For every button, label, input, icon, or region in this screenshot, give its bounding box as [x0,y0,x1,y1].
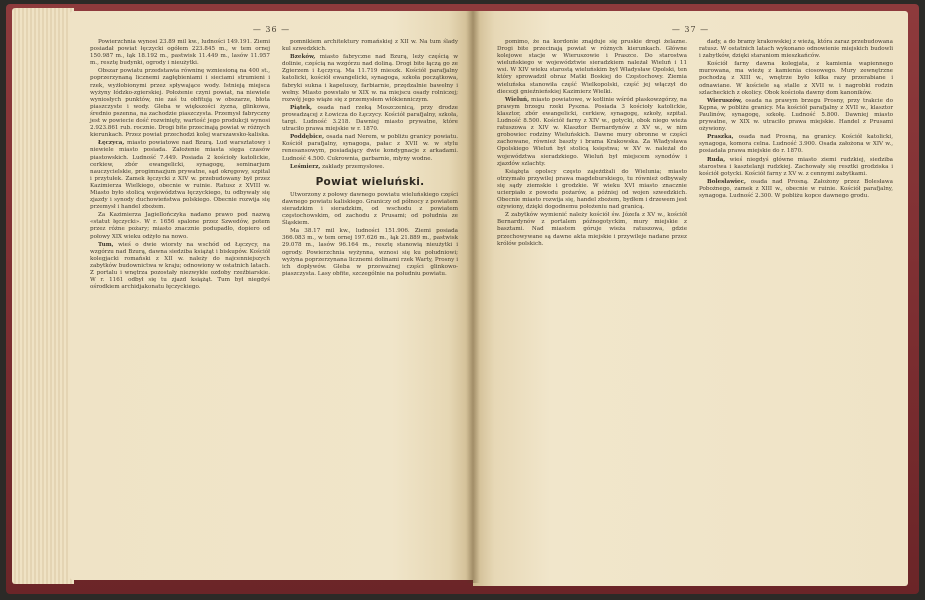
book-gutter [466,11,480,583]
paragraph-lead: Tum, [98,241,114,248]
paragraph-text: osada nad Nerem, w pobliżu granicy powiatu. Kościół parafjalny, synagoga, pałac z XVII w. w stylu renesansowym, posiadający dwie kondygnacje z arkadami. Ludność 4.500. Cukrownia, garbarnie, młyny wodne. [282,134,459,162]
right-page-number: — 37 — [671,25,710,34]
paragraph-text: osada nad Prosną. Założony przez Bolesława Pobożnego, zamek z XIII w., obecnie w ruinie. Kościół parafjalny, synagoga. Ludność 2.300. W pobliżu kopce dawnego grodu. [699,178,894,199]
paragraph [282,39,458,53]
paragraph-text: Ma 38.17 mil kw., ludności 151.906. Ziemi posiada 366.083 m., w tem ornej 197.626 m., łąk 21.889 m., pastwisk 29.078 m., lasów 96.164 m., resztę stanowią nieużytki i ogrody. Powierzchnia wyżynna, wznosi się ku południowi; wyżyna poprzerzynana licznemi dolinami rzek Warty, Prosny i ich dopływów. Gleba w przeważnej części glinkowo-piaszczysta. Lasy obfite, szczególnie na południu powiatu. [282,228,458,277]
paragraph [699,134,893,155]
paragraph-text: Powierzchnia wynosi 23.89 mil kw., ludności 149.191. Ziemi posiadał powiat łęczycki ogółem 223.845 m., w tem ornej 150.987 m., łąk 18.192 m., pastwisk 11.449 m., lasów 11.957 m., resztę budynki, ogrody i nieużytki. [90,39,270,67]
paragraph [90,39,270,67]
paragraph-lead: Wieluń, [505,96,530,103]
paragraph-text: osada na prawym brzegu Prosny, przy trakcie do Kępna, w pobliżu granicy. Ma kościół parafjalny z XVII w., klasztor Paulinów, synagogę, szkołę. Ludność 5.800. Dawniej miasto prywatne, w XIX w. utraciło prawa miejskie. Handel z Prusami ożywiony. [699,97,893,133]
paragraph-text: osada nad Prosną, na granicy. Kościół katolicki, synagoga, komora celna. Ludność 3.900. Osada założona w XIV w., posiadała prawa miejskie do r. 1870. [699,134,893,155]
page-edges [12,8,74,584]
paragraph [282,105,458,133]
paragraph-text: Obszar powiatu przedstawia równinę wzniesioną na 400 st., poprzerzynaną licznemi zagłębieniami i sieciami strumieni i rzek, wyżłobionymi przez spływające wody. Istnieją miejsca wyżyny łódzko-zgierskiej. Położenie czyni powiat, na niewiele wyniosłych punktów, nie zaś tu obfitują w obszarze, błota piaszczyste i wody. Gleba w większości żyzna, glinkowa, średnio pszenna, na zachodzie piaszczysta. Przemysł fabryczny jest w powiecie dość rozwinięty, wartość jego produkcji wynosi 2.923.861 rub. rocznie. Drogi bite przecinają powiat w różnych kierunkach. Przez powiat przechodzi kolej warszawsko-kaliska. [90,68,270,139]
left-column-1 [90,39,270,292]
left-column-2 [282,39,458,279]
paragraph-text: Kościół farny dawna kolegjata, z kamienia wapiennego murowana, ma wieżę z kamienia ciosowego. Mury zewnętrzne pochodzą z XIII w., wnętrze było kilka razy przerabiane i odnawiane. W kościele są stalle z XVII w. i nagrobki rodzin szlacheckich z okolicy. Obok kościoła dawny dom kanoników. [699,61,893,96]
paragraph [282,192,458,227]
paragraph-text: dady, a do bramy krakowskiej z wieżą, która zaraz przebudowana ratusz. W ostatnich latach wykonano odnowienie miejskich budowli i zabytków, dzięki staraniom mieszkańców. [699,39,893,60]
paragraph [282,134,458,162]
paragraph-text: Utworzony z połowy dawnego powiatu wieluńskiego części dawnego powiatu kaliskiego. Graniczy od północy z powiatem sieradzkim i sieradzkim, od wschodu z powiatem częstochowskim, od zachodu z Prusami; od południa ze Śląskiem. [282,191,458,227]
paragraph [90,140,270,211]
paragraph-lead: Bolesławiec, [707,178,746,185]
paragraph-text: miasto powiatowe, w kotlinie wśród płaskowzgórzy, na prawym brzegu rzeki Pyszna. Posiada 3 kościoły katolickie, klasztor, zbór ewangelicki, cerkiew, synagogę, szkoły, szpital. Ludność 8.500. Kościół farny z XIV w., gotycki, obok niego wieża ratuszowa z XIV w. Klasztor Bernardynów z XV w., w nim grobowiec rodziny Wieluńskich. Dawne mury obronne w części zachowane, również baszty i brama Krakowska. Za Władysława Opolskiego Wieluń był stolicą księstwa; w XV w. należał do województwa sieradzkiego. Wieluń był miejscem synodów i zjazdów szlachty. [497,96,687,167]
paragraph-text: miasto fabryczne nad Bzurą, leży częścią w dolinie, częścią na wzgórzu nad doliną. Drogi bite łączą go ze Zgierzem i Łęczycą. Ma 11.719 mieszk. Kościół parafjalny katolicki, kościół ewangelicki, synagoga, szkoła początkowa, fabryki sukna i kapeluszy, farbiarnie, przędzalnie bawełny i wełny. Miasto powstało w XIX w. na miejscu osady rolniczej; rozwój jego wiąże się z przemysłem włókienniczym. [282,54,458,103]
paragraph-lead: Wieruszów, [707,97,743,104]
paragraph-text: zakłady przemysłowe. [322,163,385,170]
paragraph [282,164,458,171]
paragraph-lead: Bzeków, [290,54,316,61]
paragraph-text: pomimo, że na kordonie znajduje się pruskie drogi żelazne. Drogi bite przecinają powiat w różnych kierunkach. Główne kolejowe stacje w Wieruszowie i Praszce. Do starostwa wieluńskiego w województwie sieradzkiem należał Wieluń i 11 wsi. W XIV wieku starostą wieluńskim był Władysław Opolski, ten który sprowadził obraz Matki Boskiej do Częstochowy. Ziemia wieluńska stanowiła część Wielkopolski, część jej włączył do diecezji gnieźnieńskiej Kazimierz Wielki. [497,39,687,95]
paragraph [497,169,687,212]
paragraph [699,98,893,133]
left-page-number: — 36 — [252,25,291,34]
section-heading: Powiat wieluński. [315,175,425,188]
right-column-2 [699,39,893,201]
paragraph [497,97,687,168]
right-column-1 [497,39,687,249]
paragraph-lead: Leśmierz, [290,163,321,170]
left-page [70,11,473,580]
paragraph-text: wieś niegdyś główne miasto ziemi rudzkiej, siedziba starostwa i kasztelanji rudzkiej. Zachowały się resztki grodziska i kościół gotycki. Kościół farny z XV w. z cennymi zabytkami. [699,156,893,177]
paragraph [282,228,458,278]
paragraph-text: osada nad rzeką Moszczenicą, przy drodze prowadzącej z Łowicza do Łęczycy. Kościół parafjalny, szkoła, targi. Ludność 3.218. Dawniej miasto prywatne, które utraciło prawa miejskie w r. 1870. [282,104,458,133]
paragraph-text: Książęta opolscy często zajeżdżali do Wielunia; miasto otrzymało przywilej prawa magdeburskiego, tu również odbywały się sądy ziemskie i grodzkie. W wieku XVI miasto znacznie ucierpiało z powodu pożarów, a później od wojen szwedzkich. Obecnie miasto rozwija się, handel zbożem, bydłem i drzewem jest ożywiony, dzięki dogodnemu położeniu nad granicą. [497,168,687,211]
paragraph-text: wieś o dwie wiorsty na wschód od Łęczycy, na wzgórzu nad Bzurą, dawna siedziba książąt i biskupów. Kościół kolegjacki romański z XII w. należy do najcenniejszych zabytków budownictwa w kraju; odnowiony w ostatnich latach. Z portalu i wnętrza pozostały niezwykłe ozdoby rzeźbiarskie. W r. 1161 odbył się tu zjazd książąt. Tum był niegdyś ośrodkiem archidjakonatu łęczyckiego. [90,241,270,291]
paragraph [699,157,893,178]
paragraph-lead: Łęczyca, [98,140,125,147]
paragraph-lead: Ruda, [707,156,726,163]
paragraph [90,68,270,139]
paragraph [497,212,687,247]
right-page [473,11,908,586]
paragraph-text: Z zabytków wymienić należy kościół św. Józefa z XV w., kościół Bernardynów z portalem późnogotyckim, mury miejskie z basztami. Nad miastem góruje wieża ratuszowa, gdzie przechowywane są dawne akta miejskie i przywileje nadane przez królów polskich. [497,212,687,247]
paragraph [282,54,458,104]
paragraph-text: pomnikiem architektury romańskiej z XII w. Na tum ślady kul szwedzkich. [282,39,458,53]
paragraph [90,242,270,292]
paragraph-lead: Piątek, [290,104,312,111]
paragraph [90,212,270,240]
paragraph-text: miasto powiatowe nad Bzurą. Lud warsztatowy i niewiele miasto posiada. Założenie miasta sięga czasów piastowskich. Ludność 7.449. Posiada 2 kościoły katolickie, cerkiew, zbór ewangelicki, synagogę, seminarjum nauczycielskie, progimnazjum prywatne, sąd okręgowy, szpital i przytułek. Zamek łęczycki z XIV w. przebudowany był przez Kazimierza Wielkiego, obecnie w ruinie. Ratusz z XVIII w. Miasto było stolicą województwa łęczyckiego, tu odbywały się zjazdy i synody duchowieństwa polskiego. Obecnie rozwija się przemysł i handel zbożem. [90,140,270,211]
paragraph [699,39,893,60]
paragraph-text: Za Kazimierza Jagiellończyka nadano prawo pod nazwą «statut łęczycki». W r. 1656 spalone przez Szwedów, potem przez różne pożary; miasto znacznie podupadło, dopiero od połowy XIX wieku odżyło na nowo. [90,212,270,240]
paragraph [699,61,893,96]
paragraph [497,39,687,96]
paragraph-lead: Praszka, [707,134,734,141]
paragraph-lead: Poddębice, [290,134,325,141]
paragraph [699,179,893,200]
